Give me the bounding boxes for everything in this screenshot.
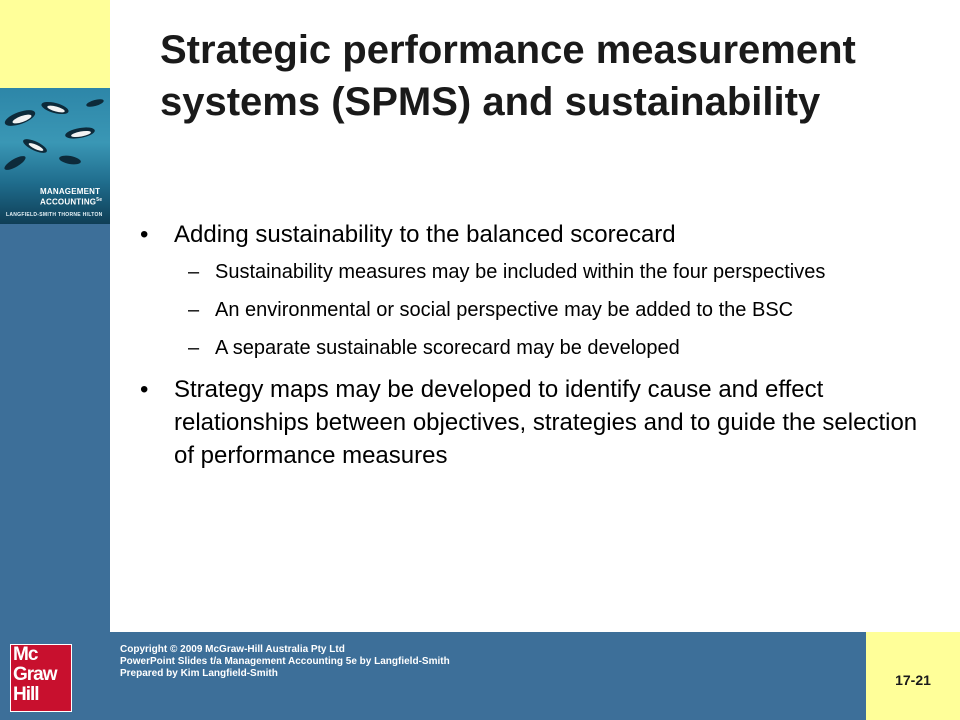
cover-authors: LANGFIELD-SMITH THORNE HILTON bbox=[6, 212, 103, 218]
sub-bullet-dash: – bbox=[188, 261, 200, 283]
book-cover-image bbox=[0, 88, 110, 224]
logo-line1: Mc bbox=[13, 644, 38, 665]
copyright-line: Copyright © 2009 McGraw-Hill Australia Pty Ltd bbox=[120, 644, 345, 655]
sub-bullet-text: A separate sustainable scorecard may be developed bbox=[215, 337, 680, 359]
bullet-item bbox=[140, 218, 920, 251]
copyright-notice bbox=[120, 644, 450, 680]
cover-title bbox=[40, 188, 102, 207]
logo-line3: Hill bbox=[13, 684, 39, 705]
sub-bullet-text: An environmental or social perspective may be added to the BSC bbox=[215, 299, 794, 321]
cover-title-line2-text: ACCOUNTING bbox=[40, 197, 97, 207]
bullet-text: Strategy maps may be developed to identify cause and effect relationships between objectives, strategies and to guide the selection of performance measures bbox=[174, 376, 918, 469]
mcgraw-hill-logo bbox=[10, 644, 72, 712]
left-sidebar-band bbox=[0, 224, 110, 632]
slide-title: Strategic performance measurement systems (SPMS) and sustainability bbox=[160, 28, 856, 124]
corner-accent-top-left bbox=[0, 0, 110, 88]
bullet-dot: • bbox=[140, 376, 149, 403]
cover-title-line1: MANAGEMENT bbox=[40, 187, 101, 196]
slide-number: 17-21 bbox=[895, 672, 931, 688]
bullet-item bbox=[140, 373, 920, 472]
sub-bullet-text: Sustainability measures may be included within the four perspectives bbox=[215, 261, 826, 283]
logo-line2: Graw bbox=[13, 664, 57, 685]
slide-content bbox=[140, 218, 920, 480]
prepared-by-line: Prepared by Kim Langfield-Smith bbox=[120, 668, 278, 679]
slides-credit-line: PowerPoint Slides t/a Management Accounting 5e by Langfield-Smith bbox=[120, 656, 450, 667]
sub-bullet-dash: – bbox=[188, 337, 200, 359]
bullet-text: Adding sustainability to the balanced scorecard bbox=[174, 221, 676, 248]
sub-bullet-item bbox=[140, 335, 920, 361]
bullet-dot: • bbox=[140, 221, 149, 248]
sub-bullet-item bbox=[140, 297, 920, 323]
sub-bullet-item bbox=[140, 259, 920, 285]
cover-title-line2 bbox=[40, 196, 102, 207]
cover-edition: 5e bbox=[96, 197, 103, 203]
sub-bullet-dash: – bbox=[188, 299, 200, 321]
